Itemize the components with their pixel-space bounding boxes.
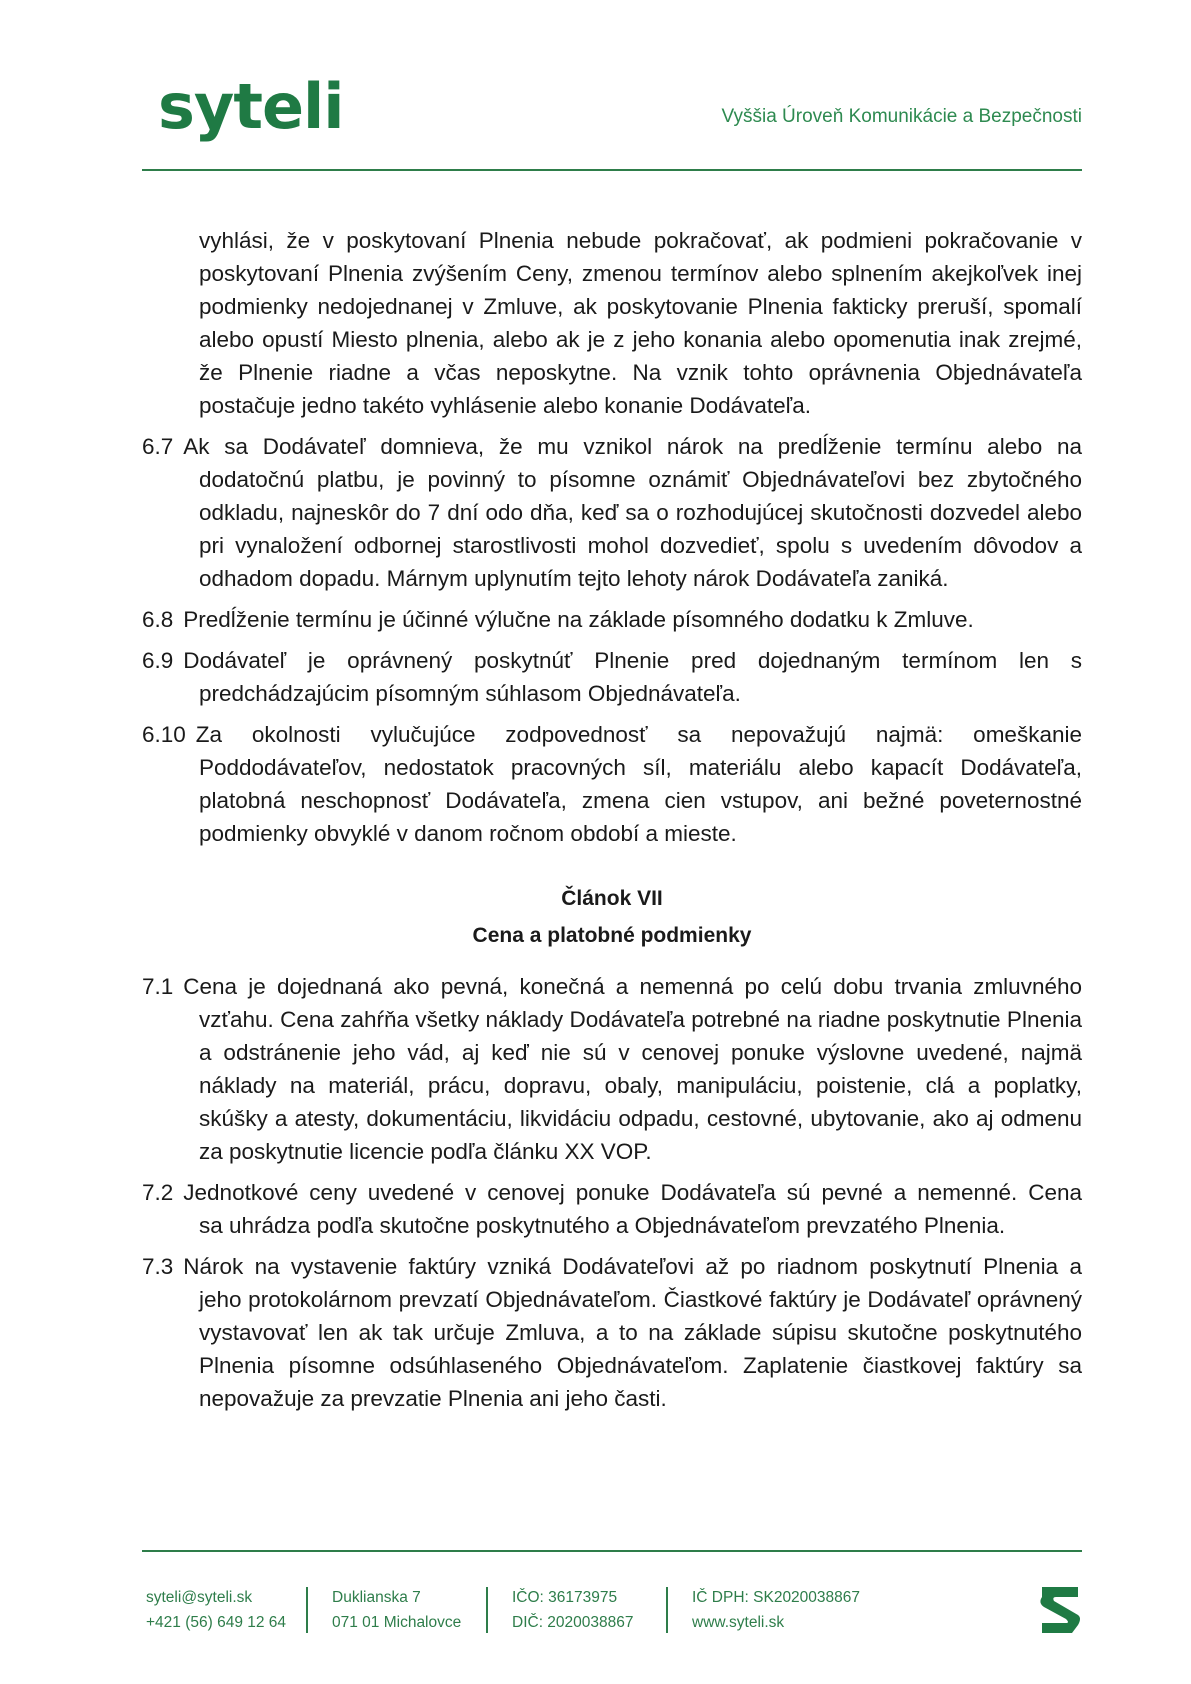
clause-number: 7.2 xyxy=(142,1180,174,1205)
page-footer xyxy=(146,1585,1082,1645)
footer-web[interactable]: www.syteli.sk xyxy=(692,1614,785,1631)
header-tagline: Vyššia Úroveň Komunikácie a Bezpečnosti xyxy=(721,106,1082,127)
clause-number: 6.7 xyxy=(142,434,174,459)
clause-number: 7.3 xyxy=(142,1254,174,1279)
footer-ids xyxy=(512,1585,634,1635)
clause-first-line: Jednotkové ceny uvedené v cenovej ponuke Dodávateľa sú pevné a nemenné. Cena xyxy=(183,1180,1082,1205)
clause-number: 6.8 xyxy=(142,607,174,632)
clause-text: sa uhrádza podľa skutočne poskytnutého a Objednávateľom prevzatého Plnenia. xyxy=(199,1213,1006,1238)
clause-first-line: Dodávateľ je oprávnený poskytnúť Plnenie pred dojednaným termínom len s xyxy=(183,648,1082,673)
footer-separator xyxy=(306,1587,308,1633)
clause-6-8 xyxy=(142,603,1082,636)
footer-address xyxy=(332,1585,461,1635)
footer-divider xyxy=(142,1550,1082,1552)
document-body xyxy=(142,224,1082,1423)
footer-separator xyxy=(666,1587,668,1633)
footer-icdph: IČ DPH: SK2020038867 xyxy=(692,1589,861,1606)
footer-ico: IČO: 36173975 xyxy=(512,1589,618,1606)
clause-text: predchádzajúcim písomným súhlasom Objednávateľa. xyxy=(199,681,741,706)
syteli-s-logo-icon xyxy=(1038,1585,1082,1635)
clause-6-9 xyxy=(142,644,1082,710)
clause-7-2 xyxy=(142,1176,1082,1242)
footer-street: Duklianska 7 xyxy=(332,1589,421,1606)
clause-text: dodatočnú platbu, je povinný to písomne oznámiť Objednávateľovi bez zbytočného odkladu, najneskôr do 7 dní odo dňa, keď sa o rozhodujúcej skutočnosti dozvedel alebo pri vynaložení odbornej starostlivosti mohol dozvedieť, spolu s uvedením dôvodov a odhadom dopadu. Márnym uplynutím tejto lehoty nárok Dodávateľa zaniká. xyxy=(199,467,1082,591)
continuation-paragraph: vyhlási, že v poskytovaní Plnenia nebude pokračovať, ak podmieni pokračovanie v poskytovaní Plnenia zvýšením Ceny, zmenou termínov alebo splnením akejkoľvek inej podmienky nedojednanej v Zmluve, ak poskytovanie Plnenia fakticky preruší, spomalí alebo opustí Miesto plnenia, alebo ak je z jeho konania alebo opomenutia inak zrejmé, že Plnenie riadne a včas neposkytne. Na vznik tohto oprávnenia Objednávateľa postačuje jedno takéto vyhlásenie alebo konanie Dodávateľa. xyxy=(199,228,1082,418)
footer-city: 071 01 Michalovce xyxy=(332,1614,462,1631)
clause-6-7 xyxy=(142,430,1082,595)
footer-phone: +421 (56) 649 12 64 xyxy=(146,1614,287,1631)
clause-number: 6.9 xyxy=(142,648,174,673)
clause-6-10 xyxy=(142,718,1082,850)
page-header xyxy=(142,70,1082,170)
article-title: Článok VII xyxy=(561,887,663,910)
footer-email[interactable]: syteli@syteli.sk xyxy=(146,1589,253,1606)
clause-first-line: Predĺženie termínu je účinné výlučne na základe písomného dodatku k Zmluve. xyxy=(183,607,974,632)
clause-number: 7.1 xyxy=(142,974,174,999)
clause-first-line: Ak sa Dodávateľ domnieva, že mu vznikol nárok na predĺženie termínu alebo na xyxy=(183,434,1082,459)
footer-vat-web xyxy=(692,1585,860,1635)
clause-text: jeho protokolárnom prevzatí Objednávateľom. Čiastkové faktúry je Dodávateľ oprávnený vystavovať len ak tak určuje Zmluva, a to na základe súpisu skutočne poskytnutého Plnenia písomne odsúhlaseného Objednávateľom. Zaplatenie čiastkovej faktúry sa nepovažuje za prevzatie Plnenia ani jeho časti. xyxy=(199,1287,1082,1411)
clause-first-line: Cena je dojednaná ako pevná, konečná a nemenná po celú dobu trvania zmluvného xyxy=(183,974,1082,999)
footer-separator xyxy=(486,1587,488,1633)
clause-text: vzťahu. Cena zahŕňa všetky náklady Dodávateľa potrebné na riadne poskytnutie Plnenia a odstránenie jeho vád, aj keď nie sú v cenovej ponuke výslovne uvedené, najmä náklady na materiál, prácu, dopravu, obaly, manipuláciu, poistenie, clá a poplatky, skúšky a atesty, dokumentáciu, likvidáciu odpadu, cestovné, ubytovanie, ako aj odmenu za poskytnutie licencie podľa článku XX VOP. xyxy=(199,1007,1082,1164)
header-divider xyxy=(142,169,1082,171)
footer-contact xyxy=(146,1585,286,1635)
syteli-logo: syteli xyxy=(158,70,344,143)
footer-dic: DIČ: 2020038867 xyxy=(512,1614,634,1631)
clause-7-1 xyxy=(142,970,1082,1168)
clause-number: 6.10 xyxy=(142,722,186,747)
clause-7-3 xyxy=(142,1250,1082,1415)
article-subtitle: Cena a platobné podmienky xyxy=(472,924,752,947)
clause-first-line: Nárok na vystavenie faktúry vzniká Dodávateľovi až po riadnom poskytnutí Plnenia a xyxy=(183,1254,1082,1279)
clause-first-line: Za okolnosti vylučujúce zodpovednosť sa nepovažujú najmä: omeškanie xyxy=(195,722,1082,747)
clause-text: Poddodávateľov, nedostatok pracovných síl, materiálu alebo kapacít Dodávateľa, platobná neschopnosť Dodávateľa, zmena cien vstupov, ani bežné poveternostné podmienky obvyklé v danom ročnom období a mieste. xyxy=(199,755,1082,846)
